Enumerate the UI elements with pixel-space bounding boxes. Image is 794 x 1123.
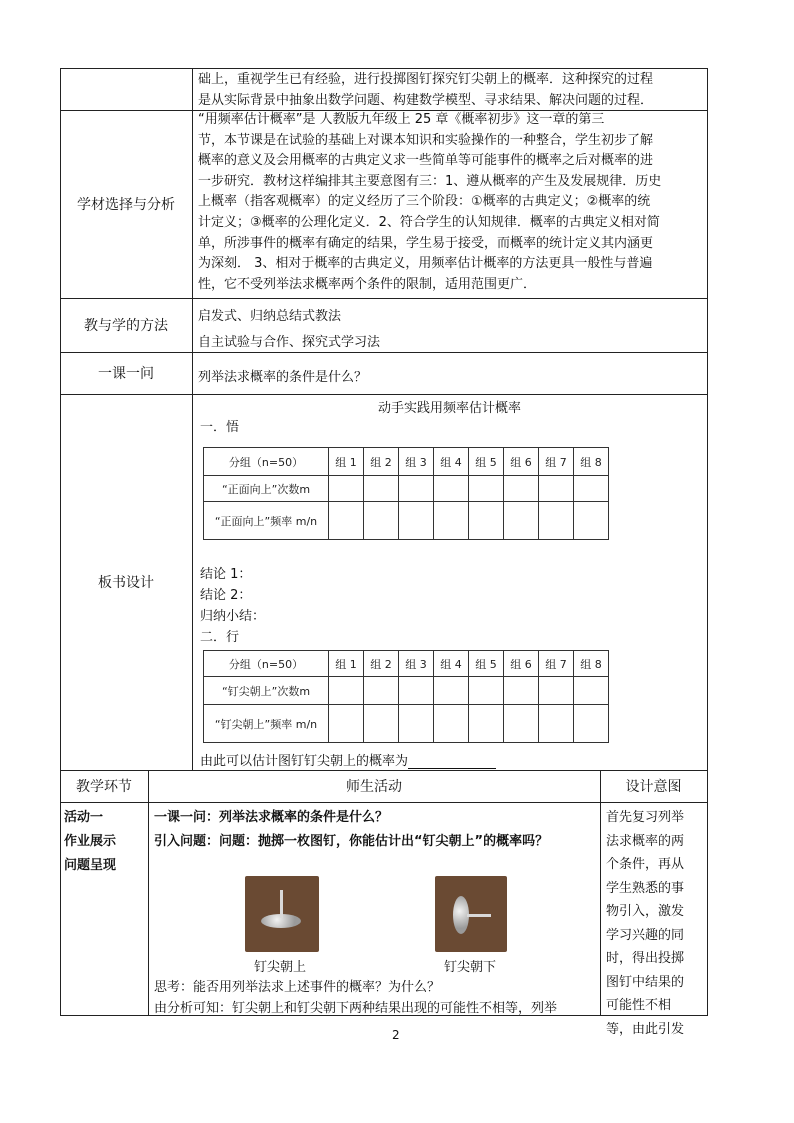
board-section-1: 一．悟 [200, 420, 240, 435]
activity-label-line: 作业展示 [64, 834, 117, 849]
tack-table-header: 分组（n=50） [204, 651, 329, 677]
coin-table-header: 组 4 [434, 448, 469, 476]
conclusion-1: 结论 1： [200, 567, 252, 582]
page-number: 2 [392, 1028, 400, 1042]
intent-line: 学生熟悉的事 [606, 880, 685, 896]
coin-table-row-label: “正面向上”频率 m/n [204, 502, 329, 540]
tack-table-header: 组 4 [434, 651, 469, 677]
activity-intro: 引入问题：问题：抛掷一枚图钉，你能估计出“钉尖朝上”的概率吗？ [154, 834, 549, 849]
coin-table-header: 组 7 [539, 448, 574, 476]
material-line: 单，所涉事件的概率有确定的结果，学生易于接受，而概率的统计定义其内涵更 [198, 235, 654, 251]
method-line-1: 启发式、归纳总结式教法 [198, 309, 342, 324]
coin-table-row-label: “正面向上”次数m [204, 476, 329, 502]
activity-label-line: 活动一 [64, 810, 104, 825]
tack-table-header: 组 1 [329, 651, 364, 677]
thumbtack-up-image [245, 876, 319, 952]
method-line-2: 自主试验与合作、探究式学习法 [198, 335, 381, 350]
summary: 归纳小结： [200, 609, 266, 624]
intent-line: 等，由此引发 [606, 1021, 685, 1037]
board-title: 动手实践用频率估计概率 [377, 401, 521, 416]
intent-line: 个条件，再从 [606, 857, 685, 872]
header-intent: 设计意图 [625, 779, 682, 795]
material-label: 学材选择与分析 [77, 197, 175, 213]
activity-label [64, 806, 116, 878]
coin-table-header: 组 3 [399, 448, 434, 476]
activity-label-line: 问题呈现 [64, 858, 117, 873]
coin-table-header: 组 5 [469, 448, 504, 476]
estimate-line [200, 750, 496, 769]
board-label: 板书设计 [98, 575, 154, 591]
material-line: 性，它不受列举法求概率两个条件的限制，适用范围更广． [198, 276, 537, 292]
think-question: 思考：能否用列举法求上述事件的概率？为什么？ [154, 980, 441, 995]
coin-table-header: 组 1 [329, 448, 364, 476]
material-line: 上概率（指客观概率）的定义经历了三个阶段：①概率的古典定义；②概率的统 [198, 194, 651, 210]
thumbtack-down-image [435, 876, 507, 952]
material-line: 节，本节课是在试验的基础上对课本知识和实验操作的一种整合，学生初步了解 [198, 132, 654, 148]
tack-table-header: 组 3 [399, 651, 434, 677]
intent-line: 首先复习列举 [606, 810, 685, 825]
coin-table-header: 组 2 [364, 448, 399, 476]
material-line: 概率的意义及会用概率的古典定义求一些简单等可能事件的概率之后对概率的进 [198, 153, 654, 169]
tack-table-row-label: “钉尖朝上”频率 m/n [204, 705, 329, 743]
methods-label: 教与学的方法 [84, 318, 168, 334]
continuation-line-1: 础上，重视学生已有经验，进行投掷图钉探究钉尖朝上的概率．这种探究的过程 [198, 72, 654, 87]
intent-line: 物引入，激发 [606, 904, 685, 919]
intent-line: 图钉中结果的 [606, 974, 685, 990]
activity-question: 一课一问：列举法求概率的条件是什么？ [154, 810, 389, 825]
coin-table-header: 分组（n=50） [204, 448, 329, 476]
question-label: 一课一问 [98, 366, 154, 382]
coin-table-header: 组 6 [504, 448, 539, 476]
design-intent [606, 806, 684, 1041]
analysis-text: 由分析可知：钉尖朝上和钉尖朝下两种结果出现的可能性不相等，列举 [154, 1001, 558, 1016]
material-line: “用频率估计概率”是 人教版九年级上 25 章《概率初步》这一章的第三 [198, 112, 605, 127]
tack-table-header: 组 6 [504, 651, 539, 677]
coin-table [203, 447, 609, 540]
intent-line: 法求概率的两 [606, 833, 685, 849]
estimate-blank [408, 756, 496, 769]
continuation-line-2: 是从实际背景中抽象出数学问题、构建数学模型、寻求结果、解决问题的过程． [198, 92, 654, 108]
material-analysis [198, 110, 703, 295]
estimate-text: 由此可以估计图钉钉尖朝上的概率为 [200, 754, 409, 769]
tack-table [203, 650, 609, 743]
continuation-text [198, 68, 703, 113]
tack-table-row-label: “钉尖朝上”次数m [204, 677, 329, 705]
caption-pin-down: 钉尖朝下 [444, 960, 497, 975]
tack-table-header: 组 8 [574, 651, 609, 677]
tack-table-header: 组 2 [364, 651, 399, 677]
material-line: 计定义；③概率的公理化定义．2、符合学生的认知规律．概率的古典定义相对简 [198, 214, 660, 230]
conclusion-2: 结论 2： [200, 588, 252, 603]
tack-table-header: 组 5 [469, 651, 504, 677]
intent-line: 时，得出投掷 [606, 951, 685, 966]
material-line: 一步研究．教材这样编排其主要意图有三：1、遵从概率的产生及发展规律．历史 [198, 173, 662, 189]
material-line: 为深刻． 3、相对于概率的古典定义，用频率估计概率的方法更具一般性与普遍 [198, 256, 653, 272]
caption-pin-up: 钉尖朝上 [254, 960, 307, 975]
tack-table-header: 组 7 [539, 651, 574, 677]
intent-line: 可能性不相 [606, 998, 672, 1013]
question-text: 列举法求概率的条件是什么？ [198, 370, 368, 385]
intent-line: 学习兴趣的同 [606, 927, 685, 943]
coin-table-header: 组 8 [574, 448, 609, 476]
board-section-2: 二．行 [200, 630, 240, 645]
header-activity: 师生活动 [346, 779, 402, 795]
header-stage: 教学环节 [76, 779, 132, 795]
